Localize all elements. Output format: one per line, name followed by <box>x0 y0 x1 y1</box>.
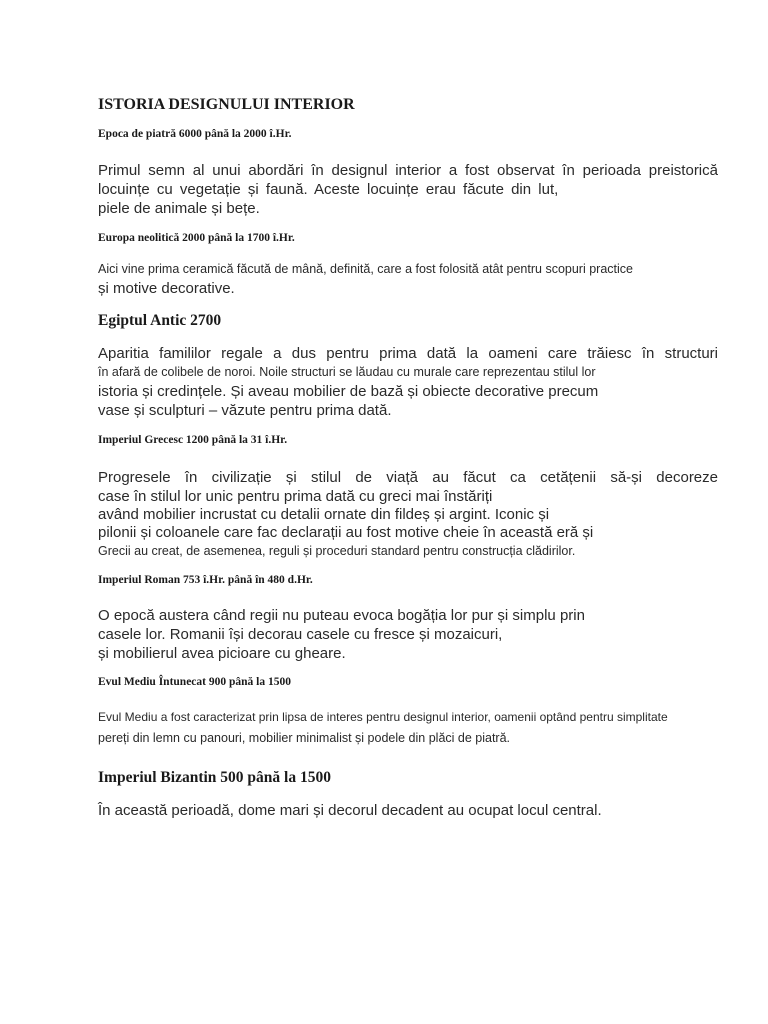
section-heading: Epoca de piatră 6000 până la 2000 î.Hr. <box>98 128 292 140</box>
paragraph-line: În această perioadă, dome mari și decorul decadent au ocupat locul central. <box>98 802 602 819</box>
section-paragraph <box>98 260 718 298</box>
section-paragraph <box>98 344 718 420</box>
paragraph-line: locuințe cu vegetație și faună. Aceste locuințe erau făcute din lut, <box>98 181 559 198</box>
paragraph-line: casele lor. Romanii își decorau casele cu fresce și mozaicuri, <box>98 626 503 643</box>
section-paragraph <box>98 468 718 561</box>
paragraph-line: Aparitia famililor regale a dus pentru prima dată la oameni care trăiesc în structuri <box>98 345 718 362</box>
paragraph-line: având mobilier incrustat cu detalii ornate din fildeș și argint. Iconic și <box>98 506 550 523</box>
section-paragraph <box>98 708 718 749</box>
section-roman-empire <box>98 574 718 663</box>
paragraph-line: și motive decorative. <box>98 280 235 297</box>
section-heading: Imperiul Grecesc 1200 până la 31 î.Hr. <box>98 434 288 446</box>
paragraph-line: pereți din lemn cu panouri, mobilier minimalist și podele din plăci de piatră. <box>98 731 511 745</box>
paragraph-line: Primul semn al unui abordări în designul interior a fost observat în perioada preistorică <box>98 162 718 179</box>
section-ancient-egypt <box>98 312 718 420</box>
section-paragraph <box>98 801 718 820</box>
section-neolithic-europe <box>98 232 718 298</box>
paragraph-line: pilonii și coloanele care fac declarații au fost motive cheie în această eră și <box>98 524 594 541</box>
paragraph-line: vase și sculpturi – văzute pentru prima dată. <box>98 402 392 419</box>
section-heading: Europa neolitică 2000 până la 1700 î.Hr. <box>98 232 295 244</box>
document-title: ISTORIA DESIGNULUI INTERIOR <box>98 96 355 113</box>
paragraph-line: în afară de colibele de noroi. Noile structuri se lăudau cu murale care reprezentau stilul lor <box>98 365 596 379</box>
paragraph-line: O epocă austera când regii nu puteau evoca bogăția lor pur și simplu prin <box>98 607 585 624</box>
paragraph-line: istoria și credințele. Și aveau mobilier de bază și obiecte decorative precum <box>98 383 599 400</box>
paragraph-line: piele de animale și bețe. <box>98 200 260 217</box>
paragraph-line: Progresele în civilizație și stilul de viață au făcut ca cetățenii să-și decoreze <box>98 469 718 486</box>
section-stone-age <box>98 128 718 218</box>
paragraph-line: și mobilierul avea picioare cu gheare. <box>98 645 346 662</box>
section-heading: Egiptul Antic 2700 <box>98 312 222 329</box>
section-heading: Evul Mediu Întunecat 900 până la 1500 <box>98 676 291 688</box>
paragraph-line: Aici vine prima ceramică făcută de mână, definită, care a fost folosită atât pentru scopuri practice <box>98 262 633 276</box>
paragraph-line: case în stilul lor unic pentru prima dată cu greci mai înstăriți <box>98 488 493 505</box>
paragraph-line: Evul Mediu a fost caracterizat prin lipsa de interes pentru designul interior, oamenii optând pentru simplitate <box>98 710 668 724</box>
section-paragraph <box>98 161 718 218</box>
document-page <box>98 96 718 820</box>
section-paragraph <box>98 606 718 663</box>
section-byzantine-empire <box>98 769 718 820</box>
section-heading: Imperiul Bizantin 500 până la 1500 <box>98 769 331 786</box>
section-heading: Imperiul Roman 753 î.Hr. până în 480 d.Hr. <box>98 574 313 586</box>
paragraph-line: Grecii au creat, de asemenea, reguli și proceduri standard pentru construcția clădirilor. <box>98 544 576 558</box>
section-dark-ages <box>98 676 718 749</box>
section-greek-empire <box>98 434 718 561</box>
